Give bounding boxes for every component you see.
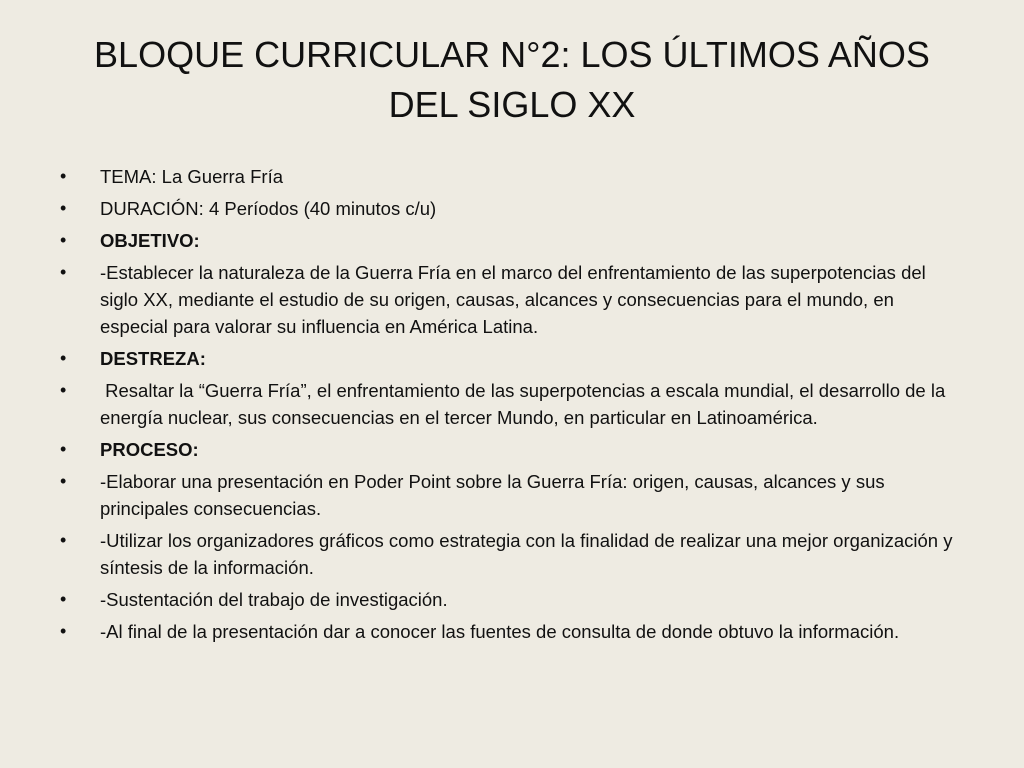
list-item-text: OBJETIVO: <box>100 230 200 251</box>
list-item <box>60 195 960 222</box>
list-item <box>60 436 960 463</box>
list-item <box>60 227 960 254</box>
list-item-text: -Elaborar una presentación en Poder Point sobre la Guerra Fría: origen, causas, alcances y sus principales consecuencias. <box>100 471 885 519</box>
list-item <box>60 618 960 645</box>
list-item <box>60 259 960 340</box>
list-item-text: -Establecer la naturaleza de la Guerra Fría en el marco del enfrentamiento de las superpotencias del siglo XX, mediante el estudio de su origen, causas, alcances y consecuencias para el mundo, en especial para valorar su influencia en América Latina. <box>100 262 926 337</box>
list-item-text: -Utilizar los organizadores gráficos como estrategia con la finalidad de realizar una mejor organización y síntesis de la información. <box>100 530 953 578</box>
bullet-icon: • <box>60 621 67 641</box>
bullet-icon: • <box>60 471 67 491</box>
list-item-text: -Sustentación del trabajo de investigación. <box>100 589 448 610</box>
list-item-text: DURACIÓN: 4 Períodos (40 minutos c/u) <box>100 198 437 219</box>
list-item <box>60 468 960 522</box>
list-item <box>60 527 960 581</box>
bullet-list <box>60 163 960 650</box>
list-item-text: TEMA: La Guerra Fría <box>100 166 283 187</box>
bullet-icon: • <box>60 589 67 609</box>
list-item-text: -Al final de la presentación dar a conocer las fuentes de consulta de donde obtuvo la información. <box>100 621 900 642</box>
bullet-icon: • <box>60 230 67 250</box>
bullet-icon: • <box>60 166 67 186</box>
bullet-icon: • <box>60 348 67 368</box>
list-item <box>60 345 960 372</box>
bullet-icon: • <box>60 198 67 218</box>
list-item-text: Resaltar la “Guerra Fría”, el enfrentamiento de las superpotencias a escala mundial, el desarrollo de la energía nuclear, sus consecuencias en el tercer Mundo, en particular en Latinoamérica. <box>100 380 951 428</box>
list-item <box>60 163 960 190</box>
bullet-icon: • <box>60 439 67 459</box>
bullet-icon: • <box>60 530 67 550</box>
list-item <box>60 586 960 613</box>
bullet-icon: • <box>60 380 67 400</box>
list-item-text: PROCESO: <box>100 439 199 460</box>
list-item-text: DESTREZA: <box>100 348 206 369</box>
list-item <box>60 377 960 431</box>
bullet-icon: • <box>60 262 67 282</box>
slide-title: BLOQUE CURRICULAR N°2: LOS ÚLTIMOS AÑOS DEL SIGLO XX <box>94 34 930 125</box>
